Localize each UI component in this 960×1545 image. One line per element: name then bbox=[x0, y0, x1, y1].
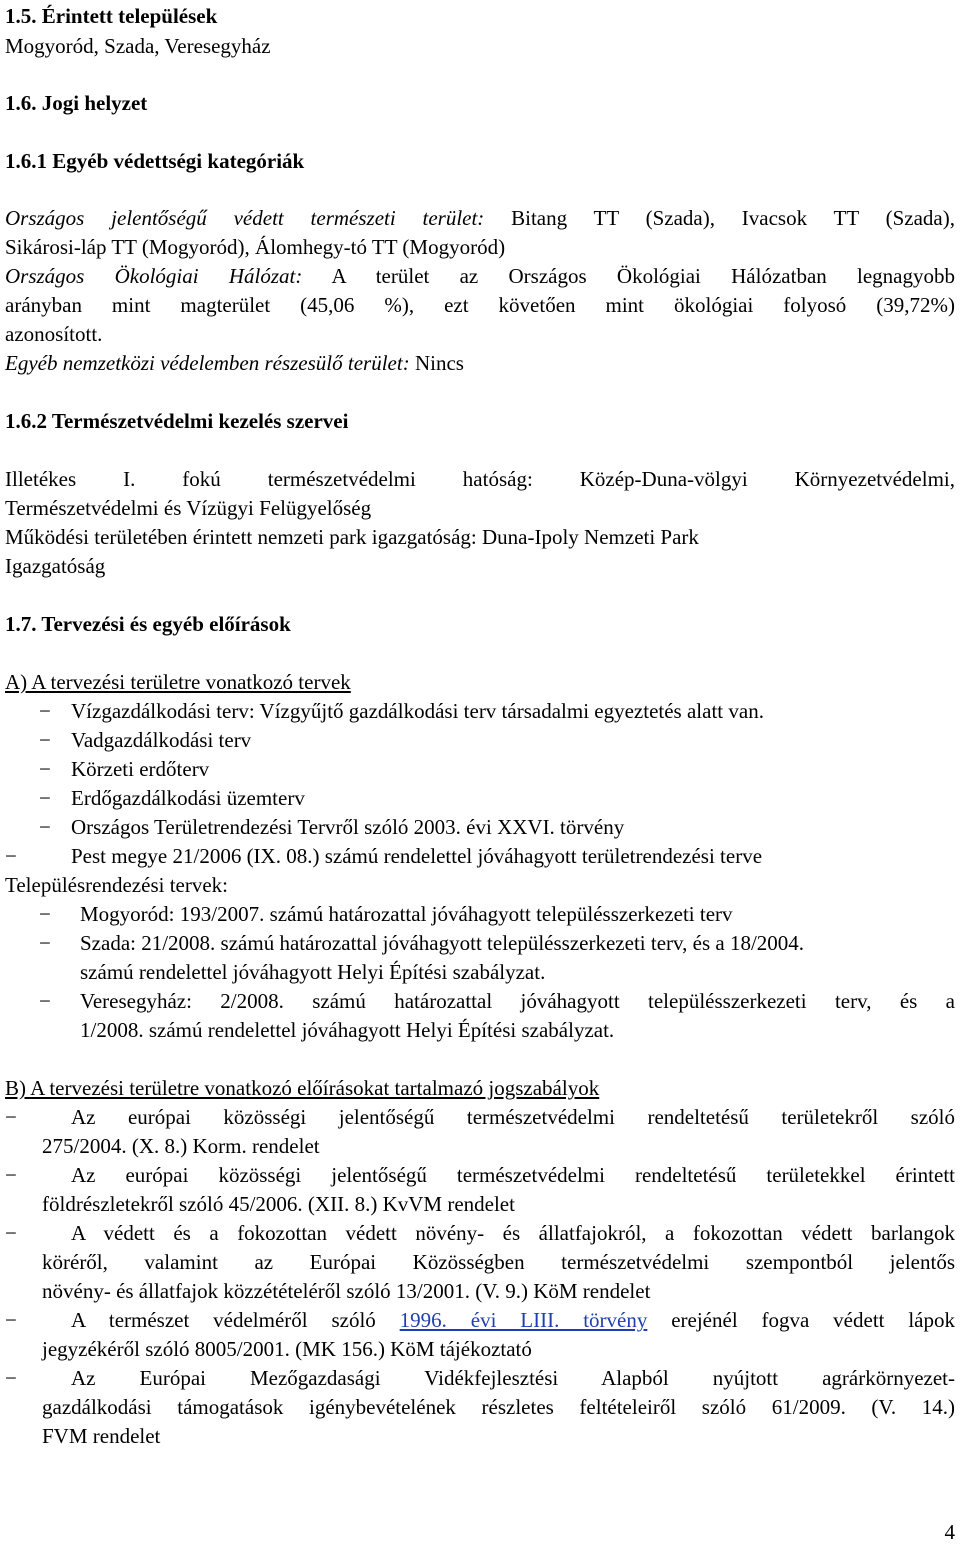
dash-bullet: − bbox=[39, 728, 51, 752]
regulation-item: A természet védelméről szóló 1996. évi LIII. törvény erejénél fogva védett lápok bbox=[71, 1308, 955, 1332]
settlements-list: Mogyoród, Szada, Veresegyház bbox=[5, 34, 271, 58]
heading-1-6-2: 1.6.2 Természetvédelmi kezelés szervei bbox=[5, 409, 349, 433]
plan-item: Vadgazdálkodási terv bbox=[71, 728, 252, 752]
regulation-item-cont: földrészletekről szóló 45/2006. (XII. 8.) KvVM rendelet bbox=[42, 1192, 515, 1216]
dash-bullet: − bbox=[5, 1221, 17, 1245]
plan-item: Országos Területrendezési Tervről szóló 2003. évi XXVI. törvény bbox=[71, 815, 625, 839]
section-b-heading: B) A tervezési területre vonatkozó előírásokat tartalmazó jogszabályok bbox=[5, 1076, 600, 1100]
regulation-item: Az európai közösségi jelentőségű természetvédelmi rendeltetésű területekről szóló bbox=[71, 1105, 955, 1129]
settlement-plans-label: Településrendezési tervek: bbox=[5, 873, 229, 897]
ecological-network-line: Országos Ökológiai Hálózat: A terület az Országos Ökológiai Hálózatban legnagyobb bbox=[5, 264, 955, 288]
dash-bullet: − bbox=[39, 931, 51, 955]
dash-bullet: − bbox=[39, 989, 51, 1013]
regulation-item-cont: gazdálkodási támogatások igénybevételének részletes feltételeiről szóló 61/2009. (V. 14.) bbox=[42, 1395, 955, 1419]
park-directorate-line-2: Igazgatóság bbox=[5, 554, 106, 578]
regulation-item: A védett és a fokozottan védett növény- és állatfajokról, a fokozottan védett barlangok bbox=[71, 1221, 955, 1245]
heading-1-5: 1.5. Érintett települések bbox=[5, 4, 218, 28]
settlement-plan-item: Szada: 21/2008. számú határozattal jóváhagyott településszerkezeti terv, és a 18/2004. bbox=[80, 931, 805, 955]
settlement-plan-item: Veresegyház: 2/2008. számú határozattal jóváhagyott településszerkezeti terv, és a bbox=[80, 989, 955, 1013]
settlement-plan-item-cont: 1/2008. számú rendelettel jóváhagyott Helyi Építési szabályzat. bbox=[80, 1018, 615, 1042]
dash-bullet: − bbox=[39, 699, 51, 723]
authority-line-2: Természetvédelmi és Vízügyi Felügyelőség bbox=[5, 496, 372, 520]
plan-item: Vízgazdálkodási terv: Vízgyűjtő gazdálkodási terv társadalmi egyeztetés alatt van. bbox=[71, 699, 764, 723]
dash-bullet: − bbox=[39, 786, 51, 810]
dash-bullet: − bbox=[5, 1163, 17, 1187]
regulation-item: Az Európai Mezőgazdasági Vidékfejlesztési Alapból nyújtott agrárkörnyezet- bbox=[71, 1366, 955, 1390]
authority-line-1: Illetékes I. fokú természetvédelmi hatóság: Közép-Duna-völgyi Környezetvédelmi, bbox=[5, 467, 955, 491]
regulation-item-cont: jegyzékéről szóló 8005/2001. (MK 156.) KöM tájékoztató bbox=[42, 1337, 532, 1361]
dash-bullet: − bbox=[5, 1308, 17, 1332]
ecological-network-line-3: azonosított. bbox=[5, 322, 103, 346]
regulation-item: Az európai közösségi jelentőségű természetvédelmi rendeltetésű területekkel érintett bbox=[71, 1163, 955, 1187]
dash-bullet: − bbox=[5, 1105, 17, 1129]
plan-item: Erdőgazdálkodási üzemterv bbox=[71, 786, 305, 810]
settlement-plan-item-cont: számú rendelettel jóváhagyott Helyi Építési szabályzat. bbox=[80, 960, 546, 984]
regulation-item-cont: növény- és állatfajok közzétételéről szóló 13/2001. (V. 9.) KöM rendelet bbox=[42, 1279, 651, 1303]
dash-bullet: − bbox=[5, 1366, 17, 1390]
heading-1-7: 1.7. Tervezési és egyéb előírások bbox=[5, 612, 291, 636]
dash-bullet: − bbox=[39, 902, 51, 926]
protected-area-line-2: Sikárosi-láp TT (Mogyoród), Álomhegy-tó TT (Mogyoród) bbox=[5, 235, 506, 259]
park-directorate-line-1: Működési területében érintett nemzeti park igazgatóság: Duna-Ipoly Nemzeti Park bbox=[5, 525, 699, 549]
protected-area-line: Országos jelentőségű védett természeti terület: Bitang TT (Szada), Ivacsok TT (Szada), bbox=[5, 206, 955, 230]
heading-1-6-1: 1.6.1 Egyéb védettségi kategóriák bbox=[5, 149, 305, 173]
regulation-item-cont: köréről, valamint az Európai Közösségben természetvédelmi szempontból jelentős bbox=[42, 1250, 955, 1274]
law-link[interactable]: 1996. évi LIII. törvény bbox=[399, 1308, 648, 1332]
dash-bullet: − bbox=[39, 815, 51, 839]
page-number: 4 bbox=[944, 1520, 955, 1544]
plan-item: Pest megye 21/2006 (IX. 08.) számú rendelettel jóváhagyott területrendezési terve bbox=[71, 844, 763, 868]
regulation-item-cont: FVM rendelet bbox=[42, 1424, 161, 1448]
international-protection-line: Egyéb nemzetközi védelemben részesülő terület: Nincs bbox=[5, 351, 464, 375]
plan-item: Körzeti erdőterv bbox=[71, 757, 210, 781]
ecological-network-line-2: arányban mint magterület (45,06 %), ezt követően mint ökológiai folyosó (39,72%) bbox=[5, 293, 955, 317]
dash-bullet: − bbox=[39, 757, 51, 781]
settlement-plan-item: Mogyoród: 193/2007. számú határozattal jóváhagyott településszerkezeti terv bbox=[80, 902, 733, 926]
dash-bullet: − bbox=[5, 844, 17, 868]
regulation-item-cont: 275/2004. (X. 8.) Korm. rendelet bbox=[42, 1134, 320, 1158]
section-a-heading: A) A tervezési területre vonatkozó tervek bbox=[5, 670, 351, 694]
heading-1-6: 1.6. Jogi helyzet bbox=[5, 91, 148, 115]
